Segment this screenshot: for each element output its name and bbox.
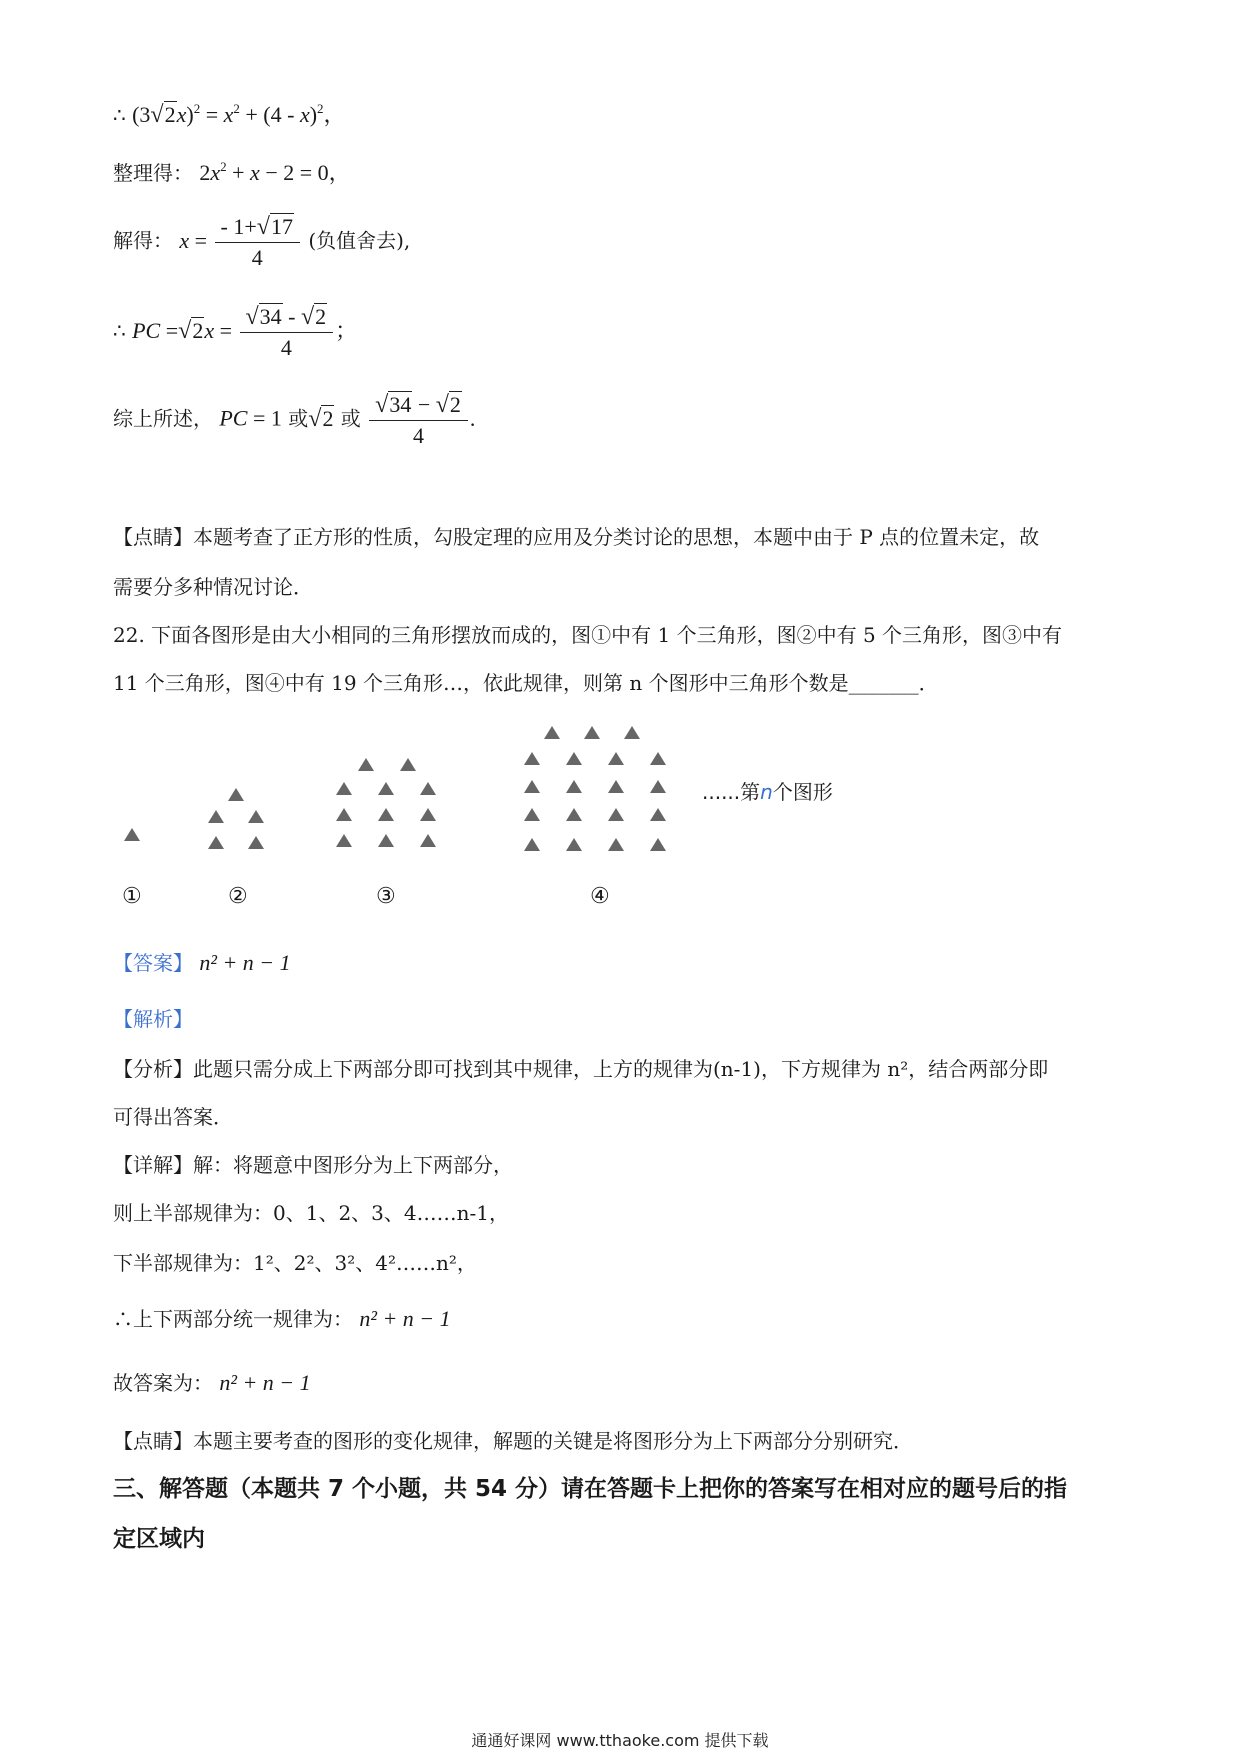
triangle-mark: [248, 810, 264, 823]
dianjing-1b: 需要分多种情况讨论．: [113, 575, 313, 599]
answer-tag: 【答案】: [113, 951, 193, 975]
unified-label: ∴上下两部分统一规律为：: [113, 1307, 353, 1331]
triangle-mark: [566, 838, 582, 851]
pc-value-1: PC = 1: [219, 405, 282, 431]
final-answer-math: n² + n − 1: [219, 1370, 311, 1395]
x-solution: x = $\frac{- 1+√17}{4}$: [179, 228, 302, 253]
triangle-mark: [228, 788, 244, 801]
answer-math: n² + n − 1: [199, 950, 291, 975]
answer-line: [113, 950, 291, 976]
analysis-tag: 【解析】: [113, 1007, 193, 1031]
therefore-symbol: ∴: [113, 103, 126, 127]
triangle-mark: [608, 838, 624, 851]
triangle-mark: [650, 808, 666, 821]
triangle-mark: [336, 808, 352, 821]
caption-suffix: 个图形: [772, 780, 833, 804]
or-word-2: 或: [340, 406, 361, 431]
triangle-mark: [650, 780, 666, 793]
page-footer: 通通好课网 www.tthaoke.com 提供下载: [471, 1731, 769, 1750]
final-answer-label: 故答案为：: [113, 1371, 213, 1395]
triangle-mark: [378, 808, 394, 821]
triangle-mark: [524, 780, 540, 793]
triangle-mark: [400, 758, 416, 771]
figure-label-1: ①: [122, 884, 142, 909]
triangle-mark: [124, 828, 140, 841]
or-word-1: 或: [288, 406, 309, 431]
final-answer: [113, 1370, 311, 1396]
triangle-mark: [336, 782, 352, 795]
section-3-heading-b: 定区域内: [113, 1526, 205, 1552]
triangle-mark: [624, 726, 640, 739]
xiangjie: 【详解】解：将题意中图形分为上下两部分，: [113, 1153, 513, 1177]
equation-squared: $(3√2x)^2 = x^2 + (4 - x)^2$，: [132, 101, 346, 128]
negative-discard-note: (负值舍去),: [308, 228, 411, 253]
caption-n: n: [760, 780, 773, 804]
triangle-mark: [524, 808, 540, 821]
triangle-mark: [650, 752, 666, 765]
summary-label: 综上所述，: [113, 406, 213, 431]
triangle-mark: [524, 838, 540, 851]
unified-math: n² + n − 1: [359, 1306, 451, 1331]
triangle-mark: [208, 810, 224, 823]
triangle-mark: [608, 808, 624, 821]
triangle-mark: [584, 726, 600, 739]
triangle-mark: [378, 834, 394, 847]
triangle-mark: [566, 808, 582, 821]
figure-caption: [702, 776, 833, 805]
caption-prefix: ......第: [702, 780, 761, 804]
figure-label-2: ②: [228, 884, 248, 909]
solve-label: 解得：: [113, 228, 173, 253]
triangle-mark: [378, 782, 394, 795]
fenxi-b: 可得出答案．: [113, 1105, 233, 1129]
upper-rule: 则上半部规律为：0、1、2、3、4……n-1，: [113, 1201, 509, 1225]
triangle-mark: [608, 752, 624, 765]
question-22b: 11 个三角形，图④中有 19 个三角形…，依此规律，则第 n 个图形中三角形个数是_______．: [113, 671, 939, 695]
fenxi-a: 【分析】此题只需分成上下两部分即可找到其中规律，上方的规律为(n-1)，下方规律为 n²，结合两部分即: [113, 1057, 1049, 1081]
quadratic-equation: $2x^2 + x - 2 = 0$，: [199, 159, 351, 185]
triangle-mark: [524, 752, 540, 765]
unified-rule: [113, 1306, 451, 1332]
dianjing-1a: 【点睛】本题考查了正方形的性质，勾股定理的应用及分类讨论的思想，本题中由于 P 点的位置未定，故: [113, 525, 1040, 549]
section-3-heading-a: 三、解答题（本题共 7 个小题，共 54 分）请在答题卡上把你的答案写在相对应的题号后的指: [113, 1476, 1068, 1502]
figure-label-4: ④: [590, 884, 610, 909]
question-22a: 22. 下面各图形是由大小相同的三角形摆放而成的，图①中有 1 个三角形，图②中有 5 个三角形，图③中有: [113, 623, 1063, 647]
triangle-mark: [420, 808, 436, 821]
triangle-mark: [420, 782, 436, 795]
triangle-mark: [544, 726, 560, 739]
lower-rule: 下半部规律为：1²、2²、3²、4²……n²，: [113, 1251, 477, 1275]
triangle-mark: [358, 758, 374, 771]
triangle-mark: [650, 838, 666, 851]
pc-value-2: √2: [308, 405, 334, 432]
triangle-mark: [336, 834, 352, 847]
triangle-mark: [608, 780, 624, 793]
triangle-mark: [566, 780, 582, 793]
therefore-symbol-2: ∴: [113, 318, 126, 343]
triangle-mark: [566, 752, 582, 765]
figure-label-3: ③: [376, 884, 396, 909]
pc-expression: PC =√2x = $\frac{√34 - √2}{4}$ ；: [132, 304, 358, 360]
pc-value-3: $\frac{√34 - √2}{4}$ .: [367, 406, 475, 431]
simplify-label: 整理得：: [113, 161, 193, 185]
dianjing-2: 【点睛】本题主要考查的图形的变化规律，解题的关键是将图形分为上下两部分分别研究．: [113, 1429, 913, 1453]
triangle-mark: [420, 834, 436, 847]
triangle-mark: [248, 836, 264, 849]
triangle-mark: [208, 836, 224, 849]
